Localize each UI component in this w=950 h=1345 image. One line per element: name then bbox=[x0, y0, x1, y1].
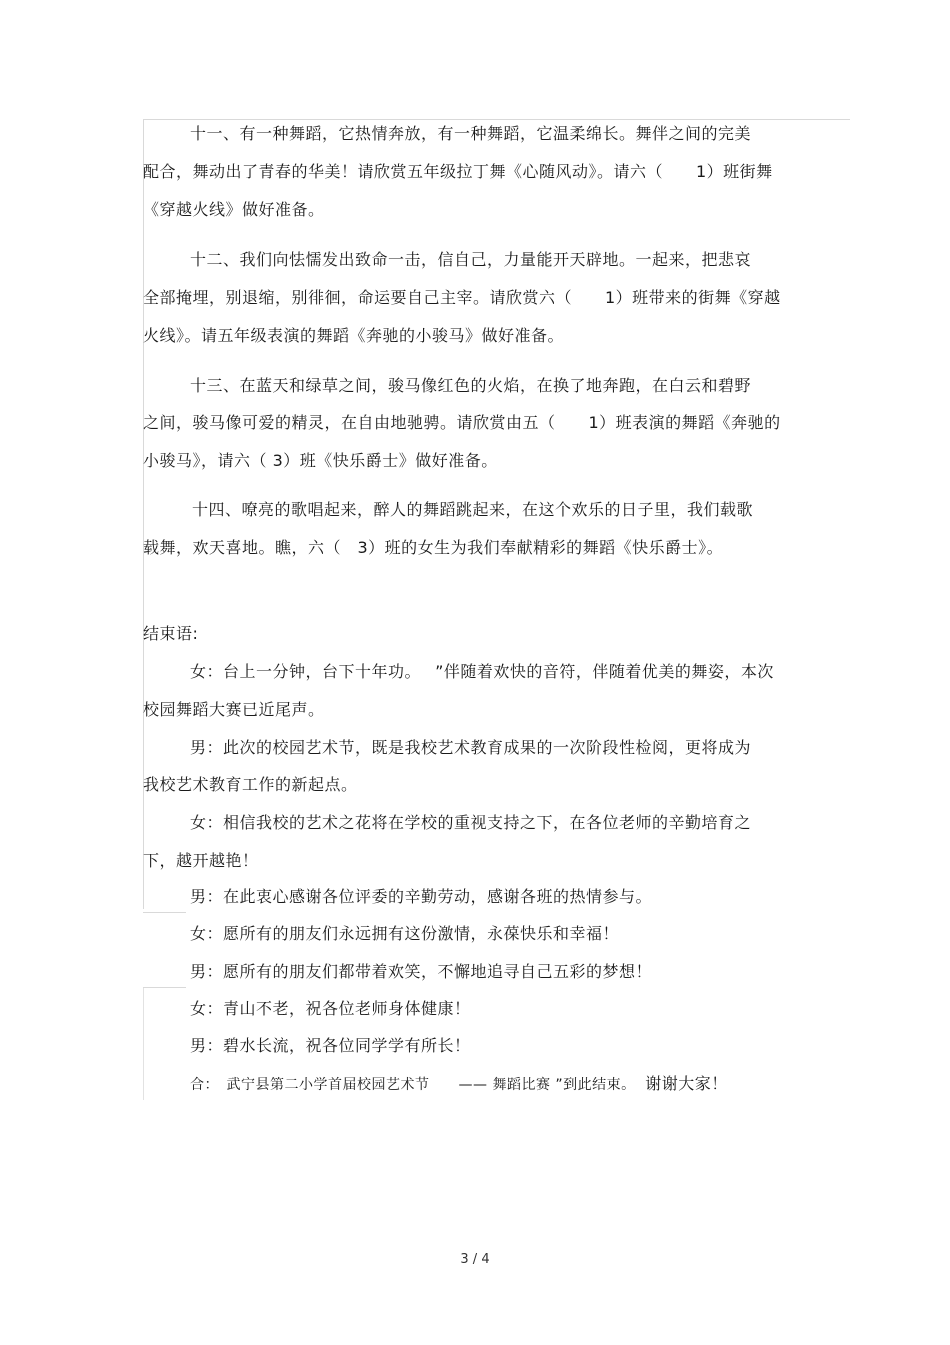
closing-heading: 结束语: bbox=[143, 624, 199, 643]
left-rule-lower bbox=[143, 988, 144, 1100]
closing-thanks: 谢谢大家！ bbox=[645, 1074, 728, 1093]
closing-final-line bbox=[190, 1074, 728, 1095]
paragraph-13-line-1: 十三、在蓝天和绿草之间，骏马像红色的火焰，在换了地奔跑，在白云和碧野 bbox=[190, 376, 752, 395]
closing-line: 女：台上一分钟，台下十年功。 ”伴随着欢快的音符，伴随着优美的舞姿，本次 bbox=[190, 662, 774, 681]
closing-line: 男：在此衷心感谢各位评委的辛勤劳动，感谢各班的热情参与。 bbox=[190, 887, 653, 906]
paragraph-13-line-3: 小骏马》，请六（ 3）班《快乐爵士》做好准备。 bbox=[143, 451, 498, 470]
paragraph-11-line-3: 《穿越火线》做好准备。 bbox=[143, 200, 325, 219]
closing-line: 女：青山不老，祝各位老师身体健康！ bbox=[190, 999, 471, 1018]
closing-line: 下，越开越艳！ bbox=[143, 851, 259, 870]
paragraph-14-line-1: 十四、嘹亮的歌唱起来，醉人的舞蹈跳起来，在这个欢乐的日子里，我们载歌 bbox=[192, 500, 754, 519]
paragraph-14-line-2: 载舞，欢天喜地。瞧，六（ 3）班的女生为我们奉献精彩的舞蹈《快乐爵士》。 bbox=[143, 538, 724, 557]
closing-line: 男：此次的校园艺术节，既是我校艺术教育成果的一次阶段性检阅，更将成为 bbox=[190, 738, 752, 757]
paragraph-11-line-1: 十一、有一种舞蹈，它热情奔放，有一种舞蹈，它温柔绵长。舞伴之间的完美 bbox=[190, 124, 752, 143]
closing-line: 男：愿所有的朋友们都带着欢笑，不懈地追寻自己五彩的梦想！ bbox=[190, 962, 653, 981]
closing-line: 男：碧水长流，祝各位同学学有所长！ bbox=[190, 1036, 471, 1055]
paragraph-11-line-2: 配合，舞动出了青春的华美！请欣赏五年级拉丁舞《心随风动》。请六（ 1）班街舞 bbox=[143, 162, 773, 181]
page-number: 3 / 4 bbox=[460, 1252, 490, 1267]
top-rule bbox=[143, 119, 850, 120]
closing-line: 校园舞蹈大赛已近尾声。 bbox=[143, 700, 325, 719]
paragraph-12-line-3: 火线》。请五年级表演的舞蹈《奔驰的小骏马》做好准备。 bbox=[143, 326, 565, 345]
closing-line: 女：相信我校的艺术之花将在学校的重视支持之下，在各位老师的辛勤培育之 bbox=[190, 813, 752, 832]
paragraph-12-line-1: 十二、我们向怯懦发出致命一击，信自己，力量能开天辟地。一起来，把悲哀 bbox=[190, 250, 752, 269]
closing-line: 我校艺术教育工作的新起点。 bbox=[143, 775, 358, 794]
margin-tick bbox=[143, 912, 186, 913]
paragraph-12-line-2: 全部掩埋，别退缩，别徘徊，命运要自己主宰。请欣赏六（ 1）班带来的街舞《穿越 bbox=[143, 288, 781, 307]
paragraph-13-line-2: 之间，骏马像可爱的精灵，在自由地驰骋。请欣赏由五（ 1）班表演的舞蹈《奔驰的 bbox=[143, 413, 781, 432]
closing-final-text: 合： 武宁县第二小学首届校园艺术节 —— 舞蹈比赛 ”到此结束。 bbox=[190, 1077, 636, 1093]
closing-line: 女：愿所有的朋友们永远拥有这份激情，永葆快乐和幸福！ bbox=[190, 924, 620, 943]
margin-tick bbox=[143, 987, 186, 988]
